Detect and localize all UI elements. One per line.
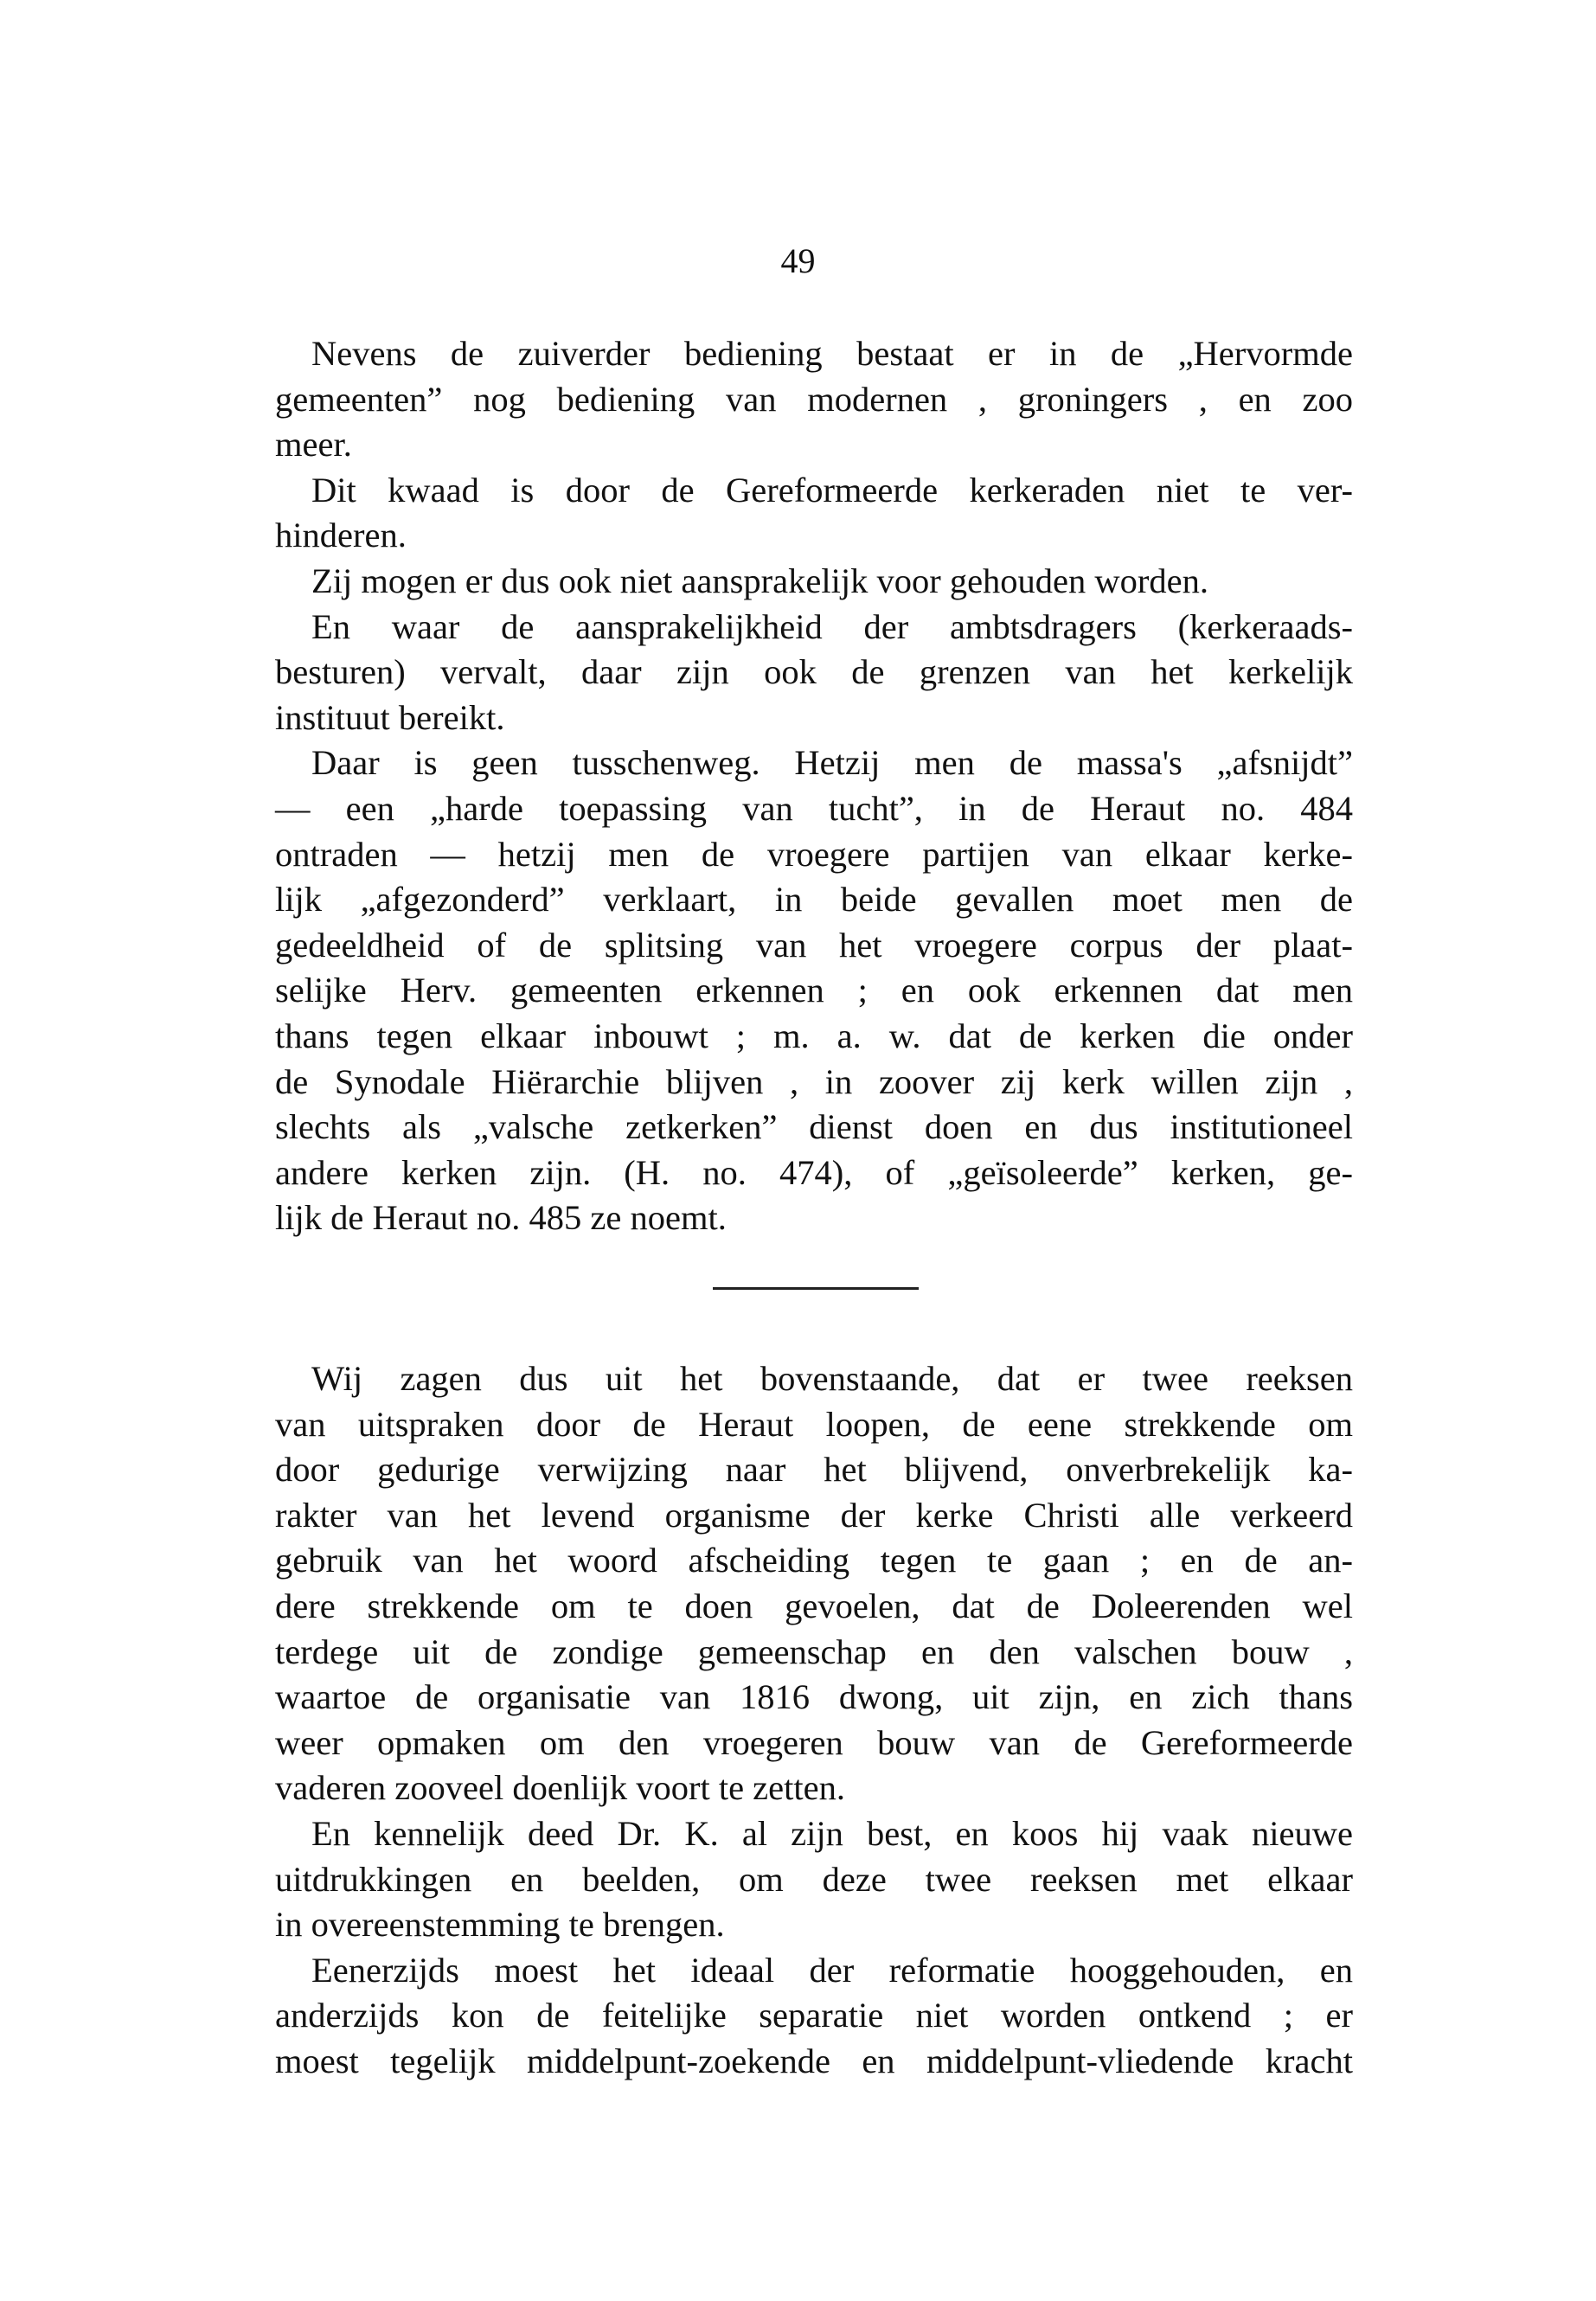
text-line: thans tegen elkaar inbouwt ; m. a. w. dat de kerken die onder: [275, 1016, 1353, 1055]
text-line: in overeenstemming te brengen.: [275, 1905, 725, 1945]
text-line: de Synodale Hiërarchie blijven , in zoover zij kerk willen zijn ,: [275, 1061, 1353, 1101]
text-line: lijk „afgezonderd” verklaart, in beide gevallen moet men de: [275, 880, 1353, 920]
text-block-section-2: [275, 1356, 1353, 2085]
text-line: gebruik van het woord afscheiding tegen te gaan ; en de an-: [275, 1541, 1353, 1580]
text-line: door gedurige verwijzing naar het blijvend, onverbrekelijk ka-: [275, 1450, 1353, 1490]
page-number: 49: [780, 241, 816, 280]
text-line: Nevens de zuiverder bediening bestaat er in de „Hervormde: [311, 334, 1353, 373]
text-line: rakter van het levend organisme der kerke Christi alle verkeerd: [275, 1495, 1353, 1535]
text-line: waartoe de organisatie van 1816 dwong, uit zijn, en zich thans: [275, 1677, 1353, 1717]
text-line: slechts als „valsche zetkerken” dienst doen en dus institutioneel: [275, 1107, 1353, 1147]
text-line: Eenerzijds moest het ideaal der reformatie hooggehouden, en: [311, 1950, 1353, 1990]
text-line: En kennelijk deed Dr. K. al zijn best, en koos hij vaak nieuwe: [311, 1813, 1353, 1853]
text-line: terdege uit de zondige gemeenschap en den valschen bouw ,: [275, 1631, 1353, 1671]
text-line: vaderen zooveel doenlijk voort te zetten.: [275, 1768, 845, 1808]
text-line: gedeeldheid of de splitsing van het vroegere corpus der plaat-: [275, 925, 1353, 965]
section-divider: [713, 1287, 919, 1290]
text-line: moest tegelijk middelpunt-zoekende en middelpunt-vliedende kracht: [275, 2041, 1353, 2080]
text-line: lijk de Heraut no. 485 ze noemt.: [275, 1198, 727, 1238]
text-line: meer.: [275, 425, 352, 465]
text-line: anderzijds kon de feitelijke separatie niet worden ontkend ; er: [275, 1996, 1353, 2035]
text-line: instituut bereikt.: [275, 697, 505, 737]
text-block-section-1: [275, 331, 1353, 1241]
text-line: Wij zagen dus uit het bovenstaande, dat er twee reeksen: [311, 1359, 1353, 1398]
text-line: hinderen.: [275, 516, 407, 555]
text-line: van uitspraken door de Heraut loopen, de eene strekkende om: [275, 1404, 1353, 1444]
text-line: Dit kwaad is door de Gereformeerde kerkeraden niet te ver-: [311, 470, 1353, 510]
text-line: weer opmaken om den vroegeren bouw van de Gereformeerde: [275, 1722, 1353, 1762]
text-line: ontraden — hetzij men de vroegere partijen van elkaar kerke-: [275, 834, 1353, 874]
text-line: uitdrukkingen en beelden, om deze twee reeksen met elkaar: [275, 1859, 1353, 1899]
text-line: besturen) vervalt, daar zijn ook de grenzen van het kerkelijk: [275, 652, 1353, 692]
text-line: — een „harde toepassing van tucht”, in de Heraut no. 484: [275, 788, 1353, 828]
text-line: Zij mogen er dus ook niet aansprakelijk voor gehouden worden.: [311, 561, 1208, 600]
text-line: selijke Herv. gemeenten erkennen ; en ook erkennen dat men: [275, 971, 1353, 1010]
text-line: Daar is geen tusschenweg. Hetzij men de massa's „afsnijdt”: [311, 743, 1353, 783]
text-line: gemeenten” nog bediening van modernen , groningers , en zoo: [275, 379, 1353, 419]
text-line: andere kerken zijn. (H. no. 474), of „geïsoleerde” kerken, ge-: [275, 1152, 1353, 1192]
text-line: dere strekkende om te doen gevoelen, dat de Doleerenden wel: [275, 1586, 1353, 1625]
text-line: En waar de aansprakelijkheid der ambtsdragers (kerkeraads-: [311, 606, 1353, 646]
